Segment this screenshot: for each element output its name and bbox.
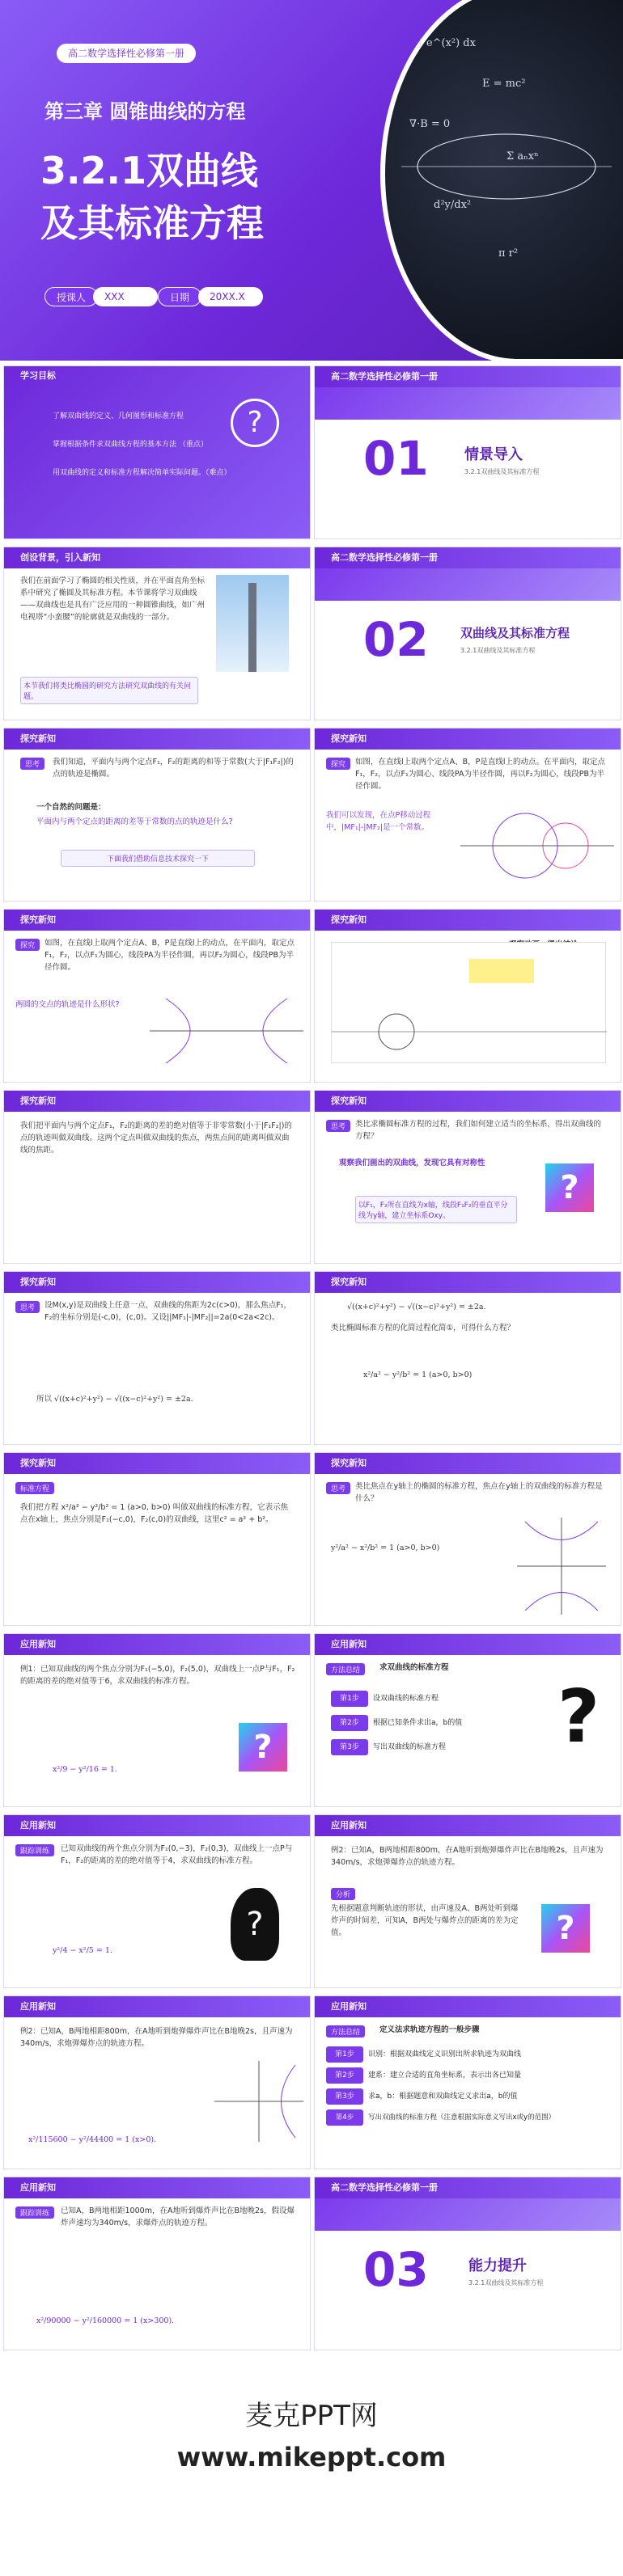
date-label: 日期 — [158, 287, 201, 306]
hint-box: 下面我们借助信息技术探究一下 — [61, 850, 255, 867]
step-1: 第1步 识别：根据双曲线定义识别出所求轨迹为双曲线 — [326, 2046, 521, 2063]
step-4: 第4步 写出双曲线的标准方程（注意根据实际意义写出x或y的范围） — [326, 2109, 609, 2126]
equation: y²/a² − x²/b² = 1 (a>0, b>0) — [331, 1543, 440, 1552]
method-tag: 方法总结 — [326, 1663, 365, 1675]
slide-head: 探究新知 — [4, 910, 310, 931]
derivation-text: 设M(x,y)是双曲线上任意一点，双曲线的焦距为2c(c>0)，那么焦点F₁，F₂的坐标分别是(-c,0)，(c,0)。又设||MF₁|-|MF₂||=2a(0<2a<2c)。 — [44, 1301, 292, 1322]
question-text: 平面内与两个定点的距离的差等于常数的点的轨迹是什么? — [36, 817, 233, 826]
banner — [315, 568, 621, 601]
brand-url[interactable]: www.mikeppt.com — [176, 2442, 447, 2473]
practice-tag: 跟踪训练 — [15, 2206, 54, 2219]
bullet-text: 观察我们画出的双曲线，发现它具有对称性 — [339, 1159, 485, 1168]
slide-animation — [314, 909, 621, 1083]
answer: x²/115600 − y²/44400 = 1 (x>0). — [28, 2135, 157, 2144]
bullet-text: 一个自然的问题是： — [36, 803, 106, 812]
slide-section-02 — [314, 547, 621, 720]
section-number: 02 — [363, 612, 429, 667]
example-text: 例2：已知A，B两地相距800m，在A地听到炮弹爆炸声比在B地晚2s，且声速为340m/s，求炮弹爆炸点的轨迹方程。 — [20, 2027, 293, 2048]
circles-diagram — [460, 805, 614, 886]
slide-head: 应用新知 — [315, 1634, 621, 1655]
slide-definition — [3, 1090, 311, 1264]
slide-head: 应用新知 — [315, 1815, 621, 1836]
teacher-label: 授课人 — [44, 287, 98, 306]
date-value: 20XX.X — [198, 287, 263, 306]
slide-example-2-solution — [3, 1995, 311, 2169]
head-question-icon: ? — [231, 1888, 279, 1961]
slide-standard-form — [3, 1452, 311, 1626]
slide-example-2 — [314, 1814, 621, 1988]
step-3: 第3步 求a，b：根据题意和双曲线定义求出a，b的值 — [326, 2088, 517, 2105]
goal-3: 用双曲线的定义和标准方程解决简单实际问题。（难点） — [53, 469, 231, 477]
step-1: 第1步 设双曲线的标准方程 — [331, 1691, 439, 1707]
goal-2: 掌握根据条件求双曲线方程的基本方法 （重点） — [53, 441, 208, 449]
slide-head: 应用新知 — [4, 2177, 310, 2198]
slide-head: 高二数学选择性必修第一册 — [315, 2177, 621, 2198]
method-title: 定义法求轨迹方程的一般步骤 — [379, 2025, 480, 2034]
slide-learning-goals — [3, 365, 311, 539]
think-tag: 思考 — [15, 1301, 40, 1313]
think-text: 类比求椭圆标准方程的过程，我们如何建立适当的坐标系，得出双曲线的方程？ — [355, 1120, 602, 1141]
section-title: 能力提升 — [468, 2257, 527, 2274]
slide-head: 应用新知 — [4, 1996, 310, 2017]
slide-simplify — [314, 1271, 621, 1445]
slide-head: 探究新知 — [4, 728, 310, 750]
footer — [0, 2377, 623, 2576]
analysis-tag: 分析 — [331, 1888, 355, 1900]
practice-tag: 跟踪训练 — [15, 1844, 54, 1856]
standard-equation: x²/a² − y²/b² = 1 (a>0, b>0) — [363, 1370, 473, 1379]
slide-head: 学习目标 — [4, 366, 310, 538]
slide-think-1 — [3, 728, 311, 902]
chapter-title: 第三章 圆锥曲线的方程 — [44, 100, 246, 123]
equation: √((x+c)²+y²) − √((x−c)²+y²) = ±2a. — [347, 1303, 486, 1311]
section-subtitle: 3.2.1双曲线及其标准方程 — [468, 2279, 544, 2287]
geogebra-canvas[interactable] — [331, 942, 606, 1063]
slide-head: 高二数学选择性必修第一册 — [315, 366, 621, 387]
step-2: 第2步 建系：建立合适的直角坐标系，表示出各已知量 — [326, 2067, 521, 2084]
banner — [315, 387, 621, 420]
cover-slide — [0, 0, 623, 361]
section-number: 03 — [363, 2242, 429, 2297]
think-tag: 思考 — [20, 758, 44, 770]
answer: y²/4 − x²/5 = 1. — [53, 1946, 112, 1955]
slide-section-03 — [314, 2177, 621, 2350]
question-cube-icon: ? — [239, 1723, 287, 1772]
grade-badge: 高二数学选择性必修第一册 — [57, 44, 196, 63]
explore-tag: 探究 — [15, 939, 40, 951]
question-icon: ? — [231, 399, 279, 447]
slide-method-1 — [314, 1633, 621, 1807]
ellipse-sketch — [401, 102, 612, 231]
answer: x²/90000 − y²/160000 = 1 (x>300). — [36, 2316, 175, 2325]
slide-head: 探究新知 — [315, 1091, 621, 1112]
question-cube-icon: ? — [545, 1163, 594, 1212]
tower-photo — [216, 575, 289, 672]
slide-think-2 — [314, 1090, 621, 1264]
step-3: 第3步 写出双曲线的标准方程 — [331, 1739, 446, 1755]
slide-head: 探究新知 — [315, 1272, 621, 1293]
example-text: 例1：已知双曲线的两个焦点分别为F₁(−5,0)，F₂(5,0)，双曲线上一点P与F₁，F₂的距离的差的绝对值等于6，求双曲线的标准方程。 — [20, 1665, 295, 1686]
slide-head: 应用新知 — [4, 1634, 310, 1655]
slide-derivation — [3, 1271, 311, 1445]
blackboard-image: ∫ e^(x²) dx E = mc² ∇·B = 0 Σ aₙxⁿ d²y/dx² π r² — [380, 0, 623, 361]
slide-head: 探究新知 — [4, 1272, 310, 1293]
note-box: 本节我们将类比椭圆的研究方法研究双曲线的有关问题。 — [20, 677, 198, 704]
question-mark-icon: ? — [557, 1674, 600, 1759]
question-text: 两圆的交点的轨迹是什么形状? — [15, 1000, 120, 1009]
slide-practice-1 — [3, 1814, 311, 1988]
think-tag: 思考 — [326, 1120, 350, 1132]
section-subtitle: 3.2.1双曲线及其标准方程 — [460, 647, 536, 654]
slide-section-01 — [314, 365, 621, 539]
teacher-value: XXX — [93, 287, 158, 306]
slide-head: 探究新知 — [315, 1453, 621, 1474]
standard-text: 我们把方程 x²/a² − y²/b² = 1 (a>0, b>0) 叫做双曲线的标准方程，它表示焦点在x轴上，焦点分别是F₁(−c,0)，F₂(c,0)的双曲线，这里c² = a² + b²。 — [20, 1503, 289, 1524]
step-2: 第2步 根据已知条件求出a，b的值 — [331, 1715, 462, 1731]
equation: 所以 √((x+c)²+y²) − √((x−c)²+y²) = ±2a. — [36, 1395, 193, 1404]
section-title: 双曲线及其标准方程 — [460, 626, 570, 640]
slide-head: 高二数学选择性必修第一册 — [315, 547, 621, 568]
section-subtitle: 3.2.1双曲线及其标准方程 — [464, 468, 540, 475]
slide-head: 创设背景，引入新知 — [4, 547, 310, 568]
banner — [315, 2198, 621, 2231]
side-note: 我们可以发现，在点P移动过程中，|MF₁|-|MF₂|是一个常数。 — [326, 811, 431, 832]
slide-head: 应用新知 — [4, 1815, 310, 1836]
lesson-title-line2: 及其标准方程 — [40, 201, 264, 245]
analysis-text: 先根据题意判断轨迹的形状，由声速及A、B两处听到爆炸声的时间差，可知A，B两处与爆炸点的距离的差为定值。 — [331, 1904, 519, 1937]
section-number: 01 — [363, 431, 429, 486]
question-cube-icon: ? — [541, 1904, 590, 1953]
practice-text: 已知双曲线的两个焦点分别为F₁(0,−3)，F₂(0,3)，双曲线上一点P与F₁，F₂的距离的差的绝对值等于4，求双曲线的标准方程。 — [61, 1844, 293, 1865]
slide-head: 探究新知 — [4, 1091, 310, 1112]
method-tag: 方法总结 — [326, 2025, 365, 2038]
slide-head: 探究新知 — [4, 1453, 310, 1474]
slide-explore-2 — [3, 909, 311, 1083]
slide-practice-2 — [3, 2177, 311, 2350]
practice-text: 已知A，B两地相距1000m，在A地听到爆炸声比在B地晚2s，假设爆炸声速均为340m/s，求爆炸点的轨迹方程。 — [61, 2206, 295, 2228]
brand-name: 麦克PPT网 — [245, 2400, 378, 2432]
section-title: 情景导入 — [464, 446, 523, 463]
solution-graph — [214, 2061, 303, 2142]
think-tag: 思考 — [326, 1482, 350, 1494]
slide-head: 应用新知 — [315, 1996, 621, 2017]
explore-text: 如图，在直线l上取两个定点A、B，P是直线l上的动点。在平面内，取定点F₁，F₂，以点F₁为圆心、线段PA为半径作圆，再以F₂为圆心，线段PB为半径作圆。 — [355, 758, 606, 791]
vertical-hyperbola — [517, 1518, 606, 1615]
hyperbola-diagram — [150, 990, 303, 1071]
explore-tag: 探究 — [326, 758, 350, 770]
standard-tag: 标准方程 — [15, 1482, 54, 1494]
slide-explore-1 — [314, 728, 621, 902]
slide-y-axis — [314, 1452, 621, 1626]
question-text: 类比椭圆标准方程的化简过程化简①，可得什么方程？ — [331, 1324, 515, 1332]
slide-background — [3, 547, 311, 720]
think-text: 类比焦点在y轴上的椭圆的标准方程，焦点在y轴上的双曲线的标准方程是什么？ — [355, 1482, 603, 1503]
hint-box: 以F₁，F₂所在直线为x轴，线段F₁F₂的垂直平分线为y轴，建立坐标系Oxy。 — [355, 1196, 517, 1223]
slide-head: 探究新知 — [315, 910, 621, 931]
slide-method-2 — [314, 1995, 621, 2169]
slide-head: 探究新知 — [315, 728, 621, 750]
explore-text: 如图，在直线l上取两个定点A、B，P是直线l上的动点，在平面内，取定点F₁，F₂，以点F₁为圆心，线段PA为半径作圆，再以F₂为圆心，线段PB为半径作圆。 — [44, 939, 295, 972]
intro-text: 我们在前面学习了椭圆的相关性质，并在平面直角坐标系中研究了椭圆及其标准方程。本节课将学习双曲线——双曲线也是具有广泛应用的一种圆锥曲线，如广州电视塔“小蛮腰”的轮廓就是双曲线的一部分。 — [20, 576, 206, 622]
example-text: 例2：已知A，B两地相距800m，在A地听到炮弹爆炸声比在B地晚2s，且声速为340m/s，求炮弹爆炸点的轨迹方程。 — [331, 1846, 604, 1867]
answer: x²/9 − y²/16 = 1. — [53, 1765, 117, 1774]
goal-1: 了解双曲线的定义、几何图形和标准方程 — [53, 412, 184, 420]
slide-example-1 — [3, 1633, 311, 1807]
method-title: 求双曲线的标准方程 — [379, 1663, 449, 1672]
lesson-title-line1: 3.2.1双曲线 — [40, 149, 258, 192]
think-text: 我们知道，平面内与两个定点F₁，F₂的距离的和等于常数(大于|F₁F₂|)的点的轨迹是椭圆。 — [53, 758, 294, 779]
definition-text: 我们把平面内与两个定点F₁，F₂的距离的差的绝对值等于非零常数(小于|F₁F₂|)的点的轨迹叫做双曲线。这两个定点叫做双曲线的焦点，两焦点间的距离叫做双曲线的焦距。 — [20, 1121, 292, 1155]
